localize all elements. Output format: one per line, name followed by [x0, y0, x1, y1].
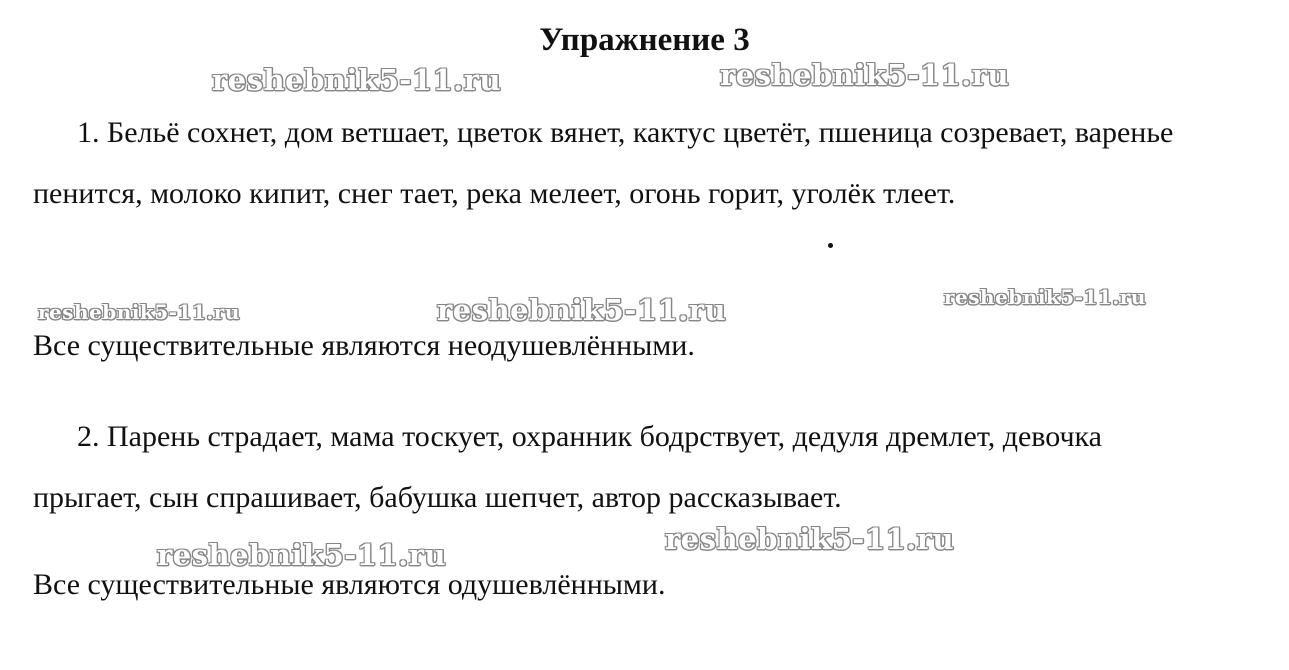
watermark: reshebnik5-11.ru: [157, 538, 447, 572]
answer-paragraph-2: 2. Парень страдает, мама тоскует, охранник бодрствует, дедуля дремлет, девочка прыгает, сын спрашивает, бабушка шепчет, автор рассказывает.: [33, 420, 1102, 514]
exercise-title: Упражнение 3: [539, 22, 750, 58]
watermark: reshebnik5-11.ru: [38, 300, 240, 324]
watermark: reshebnik5-11.ru: [212, 63, 502, 97]
watermark: reshebnik5-11.ru: [720, 58, 1010, 92]
answer-paragraph-1: 1. Бельё сохнет, дом ветшает, цветок вянет, кактус цветёт, пшеница созревает, варенье пенится, молоко кипит, снег тает, река мелеет, огонь горит, уголёк тлеет.: [33, 116, 1174, 210]
watermark: reshebnik5-11.ru: [437, 293, 727, 327]
stray-dot: [828, 243, 833, 248]
conclusion-1: Все существительные являются неодушевлёнными.: [33, 329, 695, 362]
watermark: reshebnik5-11.ru: [665, 522, 955, 556]
conclusion-2: Все существительные являются одушевлёнными.: [33, 568, 666, 601]
watermark: reshebnik5-11.ru: [944, 285, 1146, 309]
